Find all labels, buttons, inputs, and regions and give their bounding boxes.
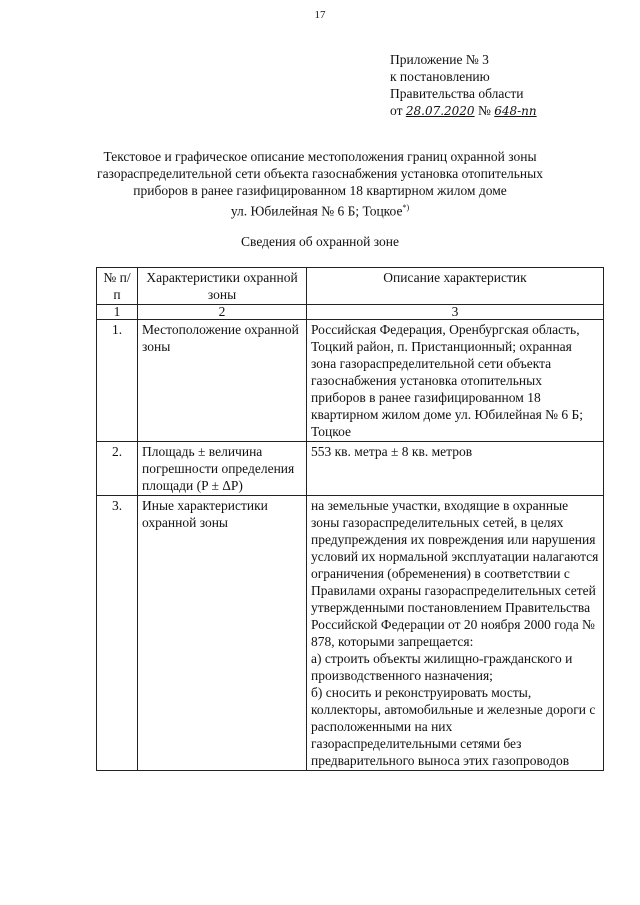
column-number: 1	[97, 305, 138, 320]
title-line3: приборов в ранее газифицированном 18 квартирном жилом доме	[133, 183, 507, 198]
handwritten-number: 648-пп	[494, 104, 537, 118]
header-characteristic: Характеристики охранной зоны	[138, 268, 307, 305]
title-line1: Текстовое и графическое описание местоположения границ охранной зоны	[103, 149, 537, 164]
page-number: 17	[314, 9, 326, 21]
appendix-line1: Приложение № 3	[390, 52, 489, 67]
row-description: 553 кв. метра ± 8 кв. метров	[307, 442, 604, 496]
table-row	[97, 442, 604, 496]
table-row	[97, 320, 604, 442]
handwritten-date: 28.07.2020	[405, 104, 475, 118]
title-line4	[60, 199, 580, 220]
appendix-line3: Правительства области	[390, 86, 524, 101]
column-number: 3	[307, 305, 604, 320]
header-number: № п/п	[97, 268, 138, 305]
row-number: 2.	[97, 442, 138, 496]
row-number: 1.	[97, 320, 138, 442]
protection-zone-table	[96, 267, 604, 771]
row-description: Российская Федерация, Оренбургская область, Тоцкий район, п. Пристанционный; охранная зона газораспределительной сети объекта газоснабжения установка отопительных приборов в ранее газифицированном 18 квартирном жилом доме ул. Юбилейная № 6 Б; Тоцкое	[307, 320, 604, 442]
row-characteristic: Площадь ± величина погрешности определения площади (P ± ΔP)	[138, 442, 307, 496]
header-description: Описание характеристик	[307, 268, 604, 305]
row-number: 3.	[97, 496, 138, 771]
number-label: №	[477, 103, 491, 118]
document-title	[60, 148, 580, 220]
from-label: от	[390, 103, 403, 118]
appendix-line2: к постановлению	[390, 69, 490, 84]
title-line2: газораспределительной сети объекта газоснабжения установка отопительных	[97, 166, 543, 181]
footnote-mark: *)	[402, 203, 410, 212]
row-characteristic: Иные характеристики охранной зоны	[138, 496, 307, 771]
appendix-header	[390, 51, 537, 120]
row-description: на земельные участки, входящие в охранные зоны газораспределительных сетей, в целях предупреждения их повреждения или нарушения условий их нормальной эксплуатации налагаются ограничения (обременения) в соответствии с Правилами охраны газораспределительных сетей утвержденными постановлением Правительства Российской Федерации от 20 ноября 2000 года № 878, которыми запрещается: а) строить объекты жилищно-гражданского и производственного назначения; б) сносить и реконструировать мосты, коллекторы, автомобильные и железные дороги с расположенными на них газораспределительными сетями без предварительного выноса этих газопроводов	[307, 496, 604, 771]
appendix-date-line	[390, 102, 537, 120]
table-header-row	[97, 268, 604, 305]
section-subtitle: Сведения об охранной зоне	[241, 234, 399, 249]
table-row	[97, 496, 604, 771]
column-number: 2	[138, 305, 307, 320]
title-line4-text: ул. Юбилейная № 6 Б; Тоцкое	[230, 203, 403, 219]
row-characteristic: Местоположение охранной зоны	[138, 320, 307, 442]
column-number-row	[97, 305, 604, 320]
